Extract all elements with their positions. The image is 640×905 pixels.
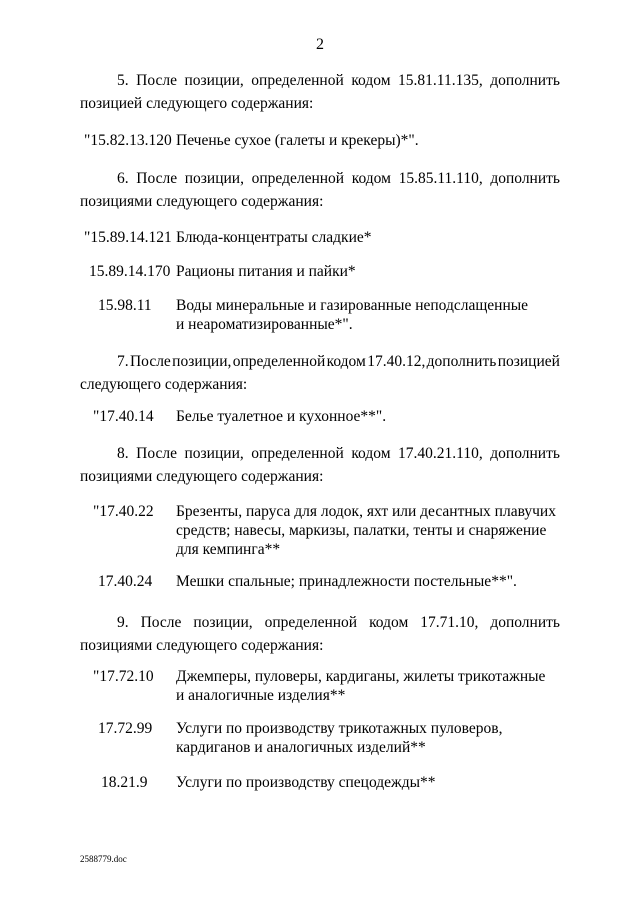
word: кодом — [326, 353, 366, 370]
entry-code: 17.40.24 — [98, 573, 153, 590]
word: дополнить — [490, 170, 560, 187]
paragraph-9 — [80, 611, 560, 657]
word: 7. — [117, 353, 129, 370]
paragraph-7-line-1 — [80, 350, 560, 373]
paragraph-5-line-2: позицией следующего содержания: — [80, 95, 314, 112]
word: 15.81.11.135, — [398, 72, 483, 89]
entry-description: Рационы питания и пайки* — [176, 263, 356, 280]
paragraph-6-line-2: позициями следующего содержания: — [80, 193, 324, 210]
footer-filename: 2588779.doc — [80, 854, 127, 864]
entry-description: Печенье сухое (галеты и крекеры)*". — [176, 132, 419, 149]
word: дополнить — [490, 72, 560, 89]
word: позиции, — [184, 445, 244, 462]
word: дополнить — [426, 353, 497, 370]
word: позиции, — [184, 170, 244, 187]
entry-code: 18.21.9 — [101, 774, 148, 791]
word: позицией — [497, 353, 560, 370]
word: определенной — [251, 445, 344, 462]
word: 17.40.12, — [367, 353, 426, 370]
word: определенной — [264, 614, 358, 631]
entry-code: "17.40.14 — [93, 408, 154, 425]
entry-description: Услуги по производству спецодежды** — [176, 774, 436, 791]
entry-description: Джемперы, пуловеры, кардиганы, жилеты трикотажные и аналогичные изделия** — [176, 668, 546, 704]
word: После — [136, 445, 177, 462]
word: кодом — [369, 614, 409, 631]
paragraph-8-line-1 — [80, 442, 560, 465]
entry-code: 17.72.99 — [98, 720, 153, 737]
word: После — [129, 353, 171, 370]
word: После — [136, 72, 177, 89]
entry-description: Услуги по производству трикотажных пуловеров, кардиганов и аналогичных изделий** — [176, 720, 503, 756]
word: 15.85.11.110, — [398, 170, 483, 187]
paragraph-5-line-1 — [80, 69, 560, 92]
word: определенной — [232, 353, 326, 370]
word: позиции, — [193, 614, 253, 631]
word: кодом — [351, 445, 391, 462]
word: После — [136, 170, 178, 187]
word: 17.40.21.110, — [398, 445, 483, 462]
word: дополнить — [490, 445, 560, 462]
entry-description: Брезенты, паруса для лодок, яхт или десантных плавучих средств; навесы, маркизы, палатки, тенты и снаряжение для кемпинга** — [176, 503, 556, 558]
paragraph-7-line-2: следующего содержания: — [80, 376, 248, 393]
word: кодом — [351, 72, 391, 89]
paragraph-9-line-1 — [80, 611, 560, 634]
entry-description: Мешки спальные; принадлежности постельные**". — [176, 573, 517, 590]
entry-description: Белье туалетное и кухонное**". — [176, 408, 387, 425]
paragraph-8-line-2: позициями следующего содержания: — [80, 468, 324, 485]
entry-code: "17.40.22 — [93, 503, 154, 520]
entry-code: "17.72.10 — [93, 668, 154, 685]
entry-code: 15.98.11 — [98, 297, 152, 314]
page-number: 2 — [316, 36, 324, 53]
word: определенной — [251, 72, 344, 89]
paragraph-5 — [80, 69, 560, 115]
word: позиции, — [172, 353, 232, 370]
word: 9. — [117, 614, 129, 631]
word: 6. — [117, 170, 129, 187]
word: 5. — [117, 72, 129, 89]
paragraph-6-line-1 — [80, 167, 560, 190]
paragraph-7 — [80, 350, 560, 396]
word: После — [140, 614, 182, 631]
entry-code: "15.89.14.121 — [84, 229, 172, 246]
word: дополнить — [490, 614, 560, 631]
entry-description: Воды минеральные и газированные неподслащенные и неароматизированные*". — [176, 297, 529, 333]
paragraph-6 — [80, 167, 560, 213]
word: 17.71.10, — [420, 614, 479, 631]
word: кодом — [351, 170, 391, 187]
entry-code: 15.89.14.170 — [89, 263, 171, 280]
word: позиции, — [184, 72, 244, 89]
entry-code: "15.82.13.120 — [84, 132, 172, 149]
entry-description: Блюда-концентраты сладкие* — [176, 229, 372, 246]
paragraph-9-line-2: позициями следующего содержания: — [80, 637, 324, 654]
paragraph-8 — [80, 442, 560, 488]
word: определенной — [251, 170, 345, 187]
word: 8. — [117, 445, 129, 462]
